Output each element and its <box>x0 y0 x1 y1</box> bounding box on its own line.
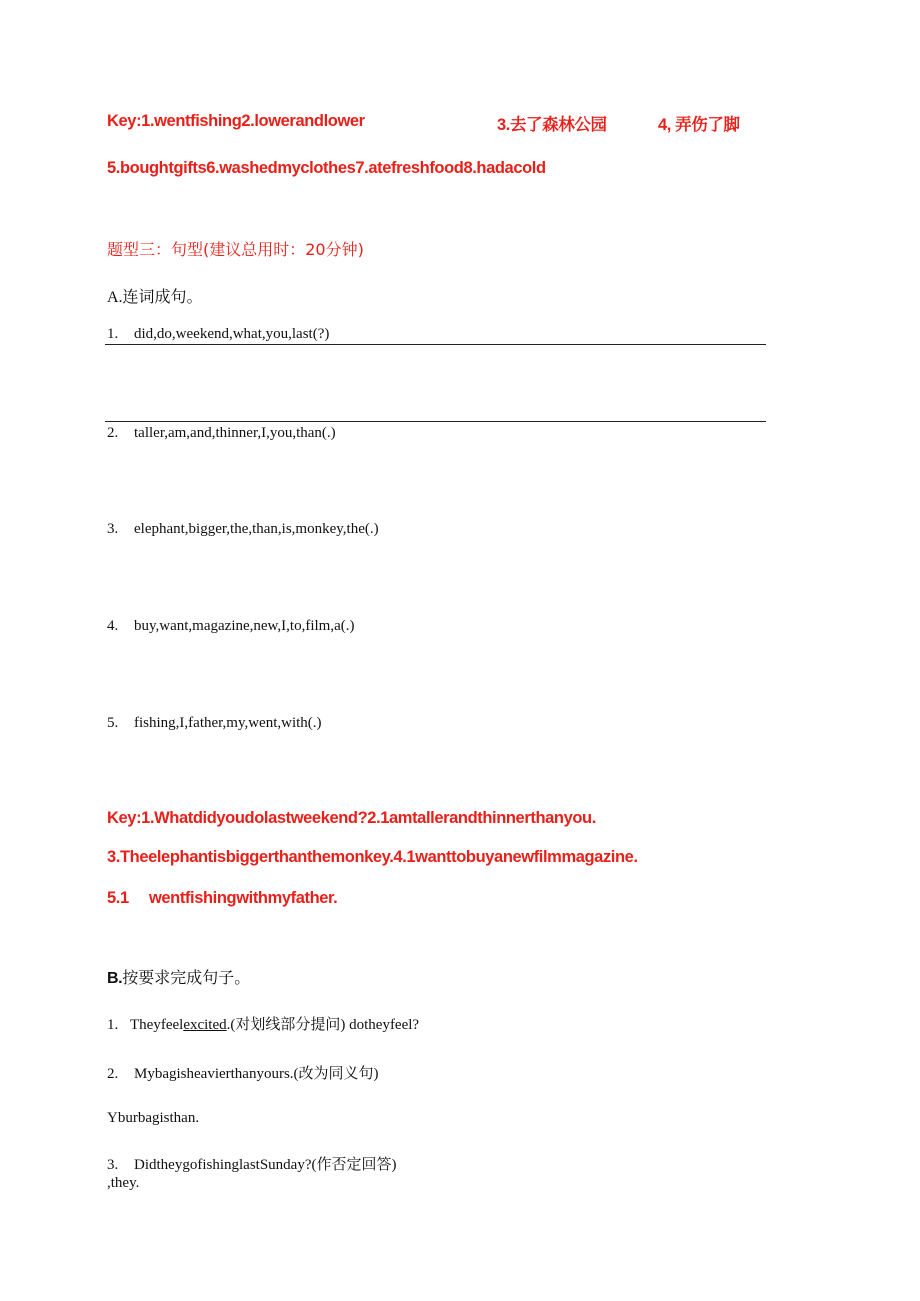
question-a-3 <box>107 521 379 538</box>
key-1-part-3: 4, 弄伤了脚 <box>658 116 740 134</box>
part-b-title <box>107 965 250 988</box>
key-line-2: 5.boughtgifts6.washedmyclothes7.atefreshfood8.hadacold <box>107 159 546 177</box>
question-text-pre: Theyfeel <box>130 1017 184 1033</box>
key-1-part-2: 3.去了森林公园 <box>497 116 607 134</box>
question-text: taller,am,and,thinner,I,you,than(.) <box>134 425 336 441</box>
section-heading: 题型三：句型(建议总用时：20分钟) <box>107 240 364 259</box>
question-b-1 <box>107 1013 419 1034</box>
question-number: 3. <box>107 1157 119 1173</box>
part-b-instruction: 按要求完成句子。 <box>122 968 251 987</box>
key-line-1 <box>107 112 365 131</box>
question-b-3-answer: ,they. <box>107 1175 140 1191</box>
question-b-2 <box>107 1062 379 1083</box>
question-text: elephant,bigger,the,than,is,monkey,the(.) <box>134 521 379 537</box>
question-b-2-answer: Yburbagisthan. <box>107 1110 200 1126</box>
underlined-word: excited <box>183 1017 227 1033</box>
question-number: 2. <box>107 425 119 441</box>
key-a-line-2: 3.Theelephantisbiggerthanthemonkey.4.1wanttobuyanewfilmmagazine. <box>107 848 638 866</box>
key-a-line-3-num: 5.1 <box>107 889 129 907</box>
question-number: 5. <box>107 715 119 731</box>
key-1-part-1: Key:1.wentfishing2.lowerandlower <box>107 112 365 130</box>
question-number: 4. <box>107 618 119 634</box>
question-number: 1. <box>107 326 119 342</box>
question-a-4 <box>107 618 354 635</box>
part-b-label: B. <box>107 970 123 987</box>
question-number: 1. <box>107 1017 119 1033</box>
key-a-line-1: Key:1.Whatdidyoudolastweekend?2.1amtallerandthinnerthanyou. <box>107 809 596 827</box>
question-a-1 <box>107 326 329 343</box>
answer-line-1[interactable] <box>105 344 766 345</box>
question-number: 3. <box>107 521 119 537</box>
key-a-line-3-text: wentfishingwithmyfather. <box>148 889 338 907</box>
key-1-part-3-wrap <box>658 111 740 135</box>
question-a-2 <box>107 425 336 442</box>
question-a-5 <box>107 715 322 732</box>
question-text: did,do,weekend,what,you,last(?) <box>134 326 330 342</box>
question-text: Mybagisheavierthanyours.(改为同义句) <box>134 1066 379 1082</box>
part-a-title-text: A.连词成句。 <box>107 289 203 306</box>
question-number: 2. <box>107 1066 119 1082</box>
answer-line-2[interactable] <box>105 421 766 422</box>
question-b-3 <box>107 1153 396 1174</box>
question-text: DidtheygofishinglastSunday?(作否定回答) <box>134 1157 397 1173</box>
question-text-post: .(对划线部分提问) dotheyfeel? <box>226 1017 420 1033</box>
question-text: buy,want,magazine,new,I,to,film,a(.) <box>134 618 355 634</box>
key-1-part-2-wrap <box>497 111 607 135</box>
part-a-title <box>107 284 203 307</box>
key-a-line-3 <box>107 889 337 908</box>
question-text: fishing,I,father,my,went,with(.) <box>134 715 322 731</box>
